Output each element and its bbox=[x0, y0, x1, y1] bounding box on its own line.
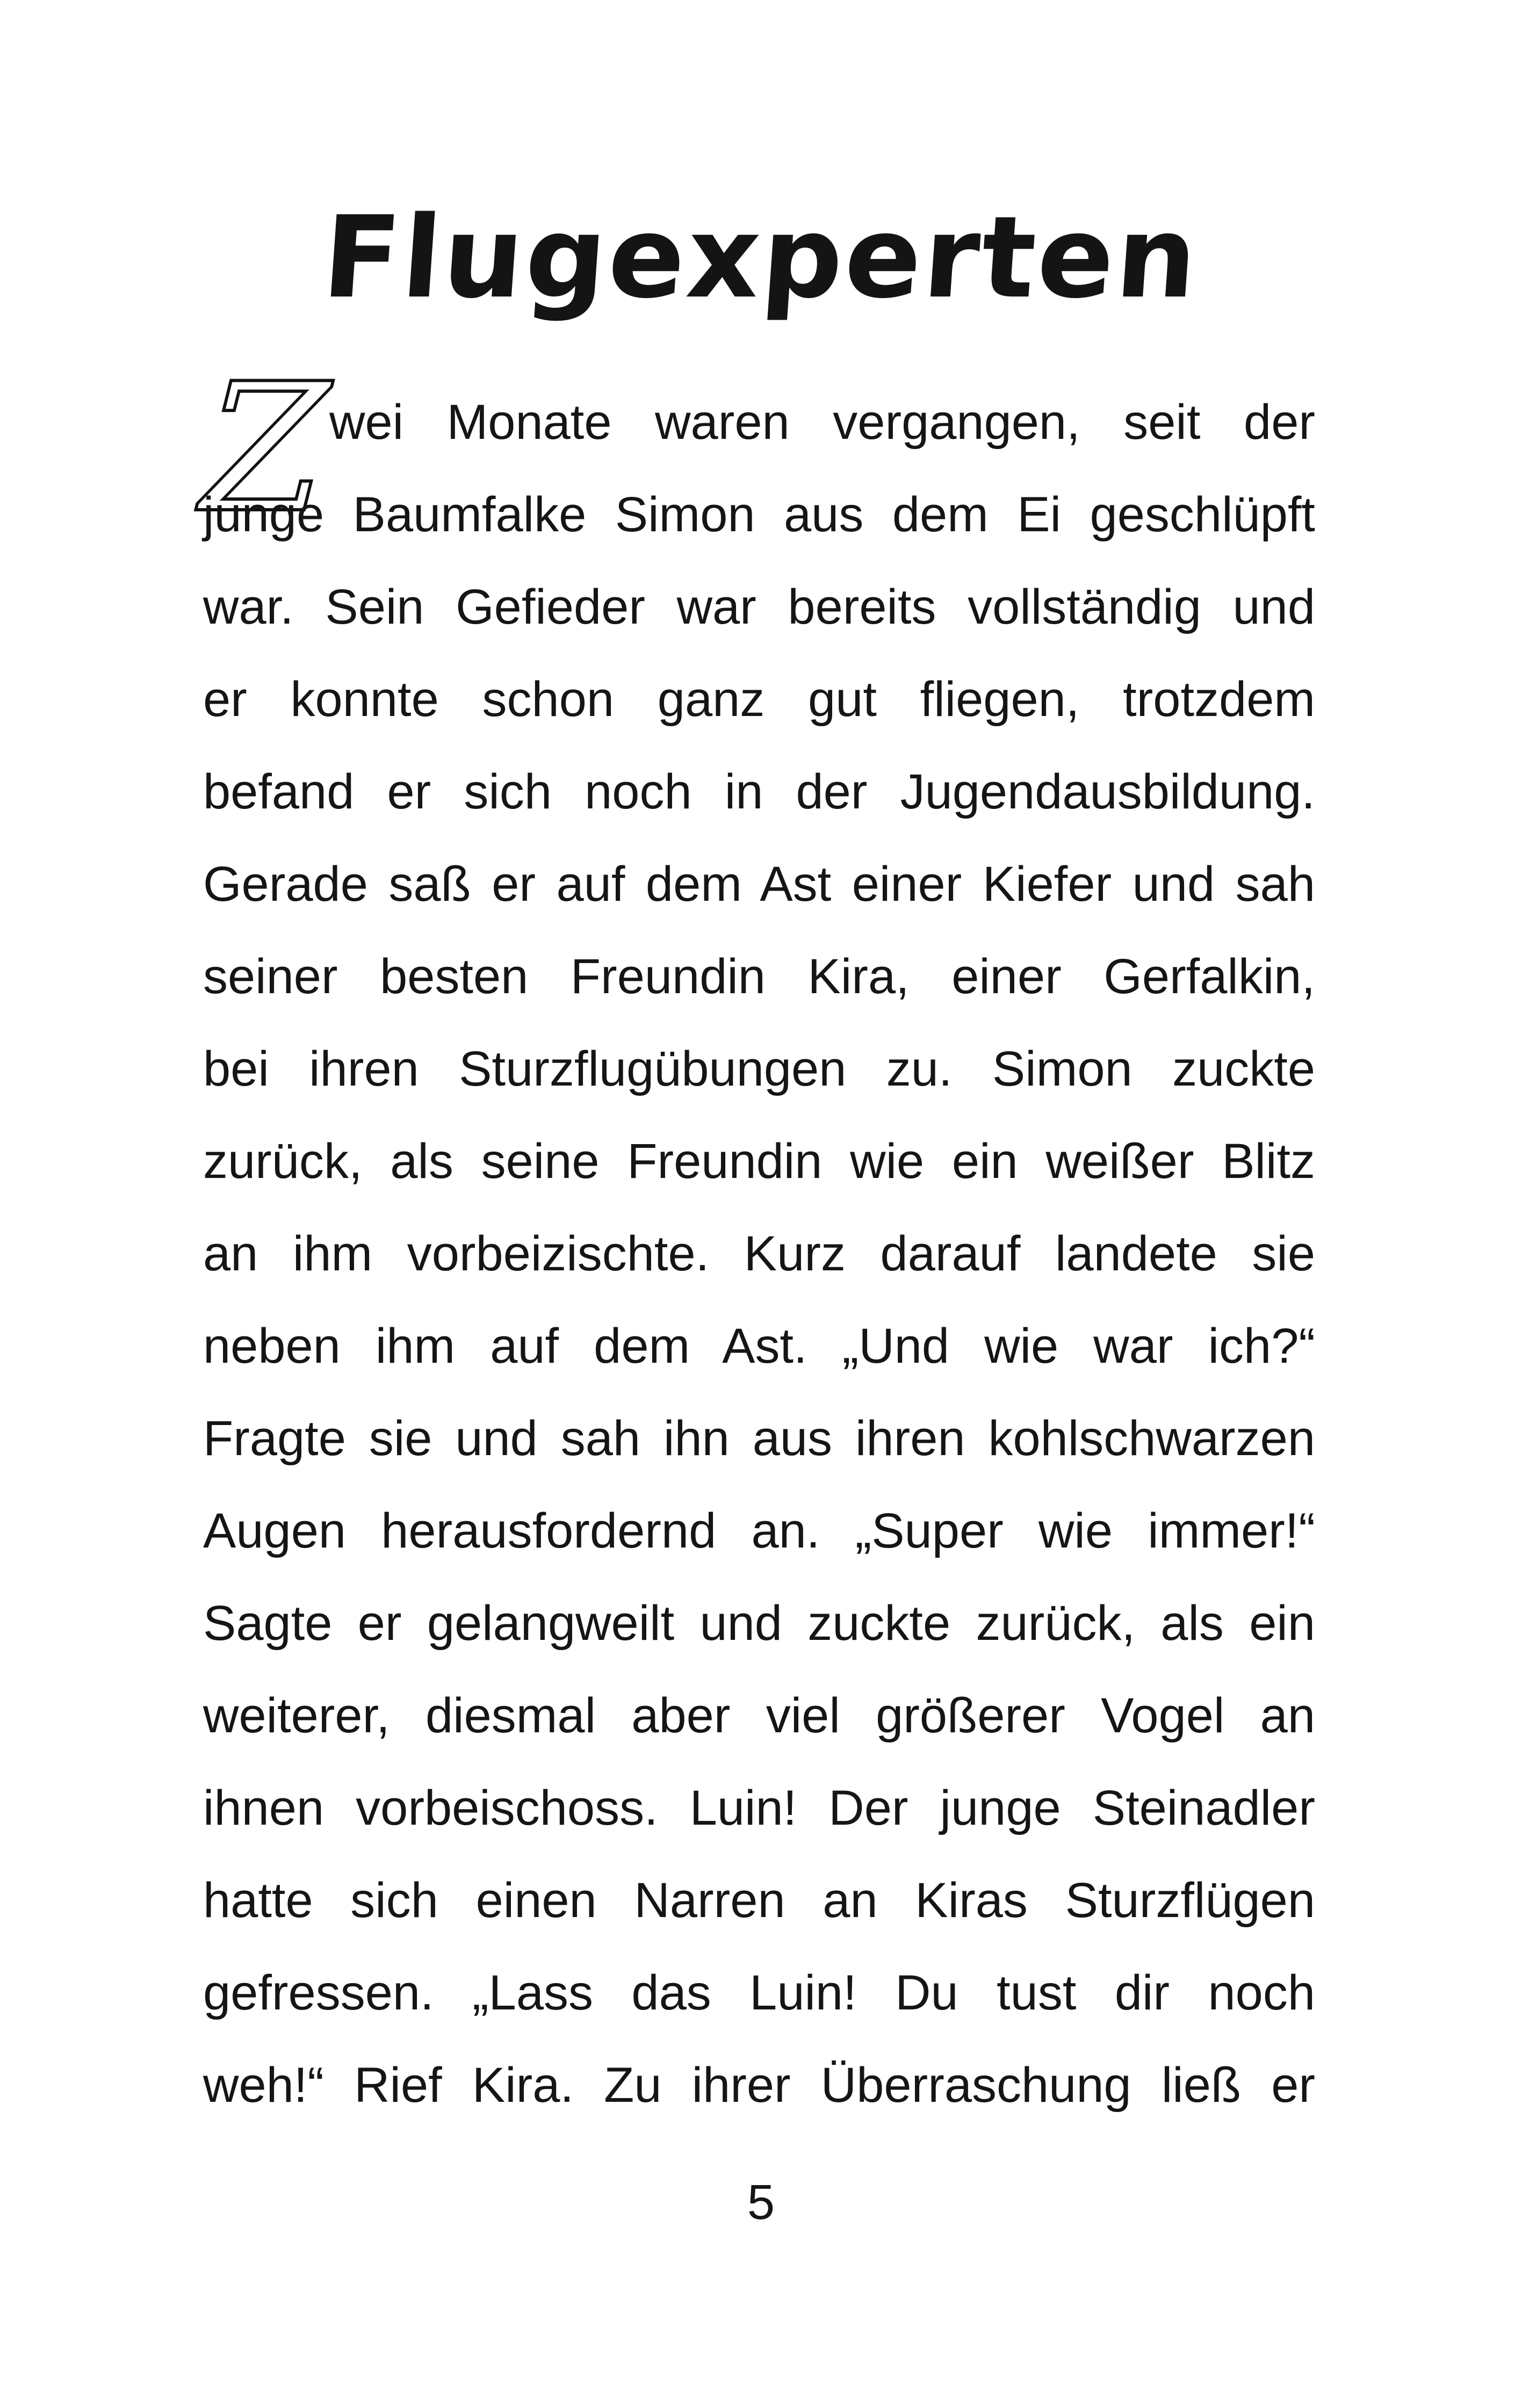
text-line: er konnte schon ganz gut fliegen, trotzdem bbox=[203, 672, 1315, 727]
text-line: Fragte sie und sah ihn aus ihren kohlschwarzen bbox=[203, 1411, 1315, 1466]
text-line: war. Sein Gefieder war bereits vollständig und bbox=[203, 580, 1315, 634]
text-line: seiner besten Freundin Kira, einer Gerfalkin, bbox=[203, 949, 1315, 1004]
text-line: hatte sich einen Narren an Kiras Sturzflügen bbox=[203, 1873, 1315, 1928]
text-line: Gerade saß er auf dem Ast einer Kiefer und sah bbox=[203, 857, 1315, 912]
text-line: neben ihm auf dem Ast. „Und wie war ich?“ bbox=[203, 1319, 1315, 1373]
text-line: Augen herausfordernd an. „Super wie immer!“ bbox=[203, 1503, 1315, 1558]
text-line: gefressen. „Lass das Luin! Du tust dir noch bbox=[203, 1965, 1315, 2020]
drop-cap: Z bbox=[177, 345, 352, 552]
text-line: ihnen vorbeischoss. Luin! Der junge Steinadler bbox=[203, 1781, 1315, 1835]
text-line: weh!“ Rief Kira. Zu ihrer Überraschung ließ er bbox=[203, 2058, 1315, 2113]
text-line: zurück, als seine Freundin wie ein weißer Blitz bbox=[203, 1134, 1315, 1189]
text-line: wei Monate waren vergangen, seit der bbox=[329, 395, 1315, 450]
text-line: weiterer, diesmal aber viel größerer Vogel an bbox=[203, 1688, 1315, 1743]
text-line: befand er sich noch in der Jugendausbildung. bbox=[203, 764, 1315, 819]
page-number: 5 bbox=[747, 2175, 775, 2230]
text-line: bei ihren Sturzflugübungen zu. Simon zuckte bbox=[203, 1042, 1315, 1096]
text-line: Sagte er gelangweilt und zuckte zurück, als ein bbox=[203, 1596, 1315, 1651]
text-line: junge Baumfalke Simon aus dem Ei geschlüpft bbox=[203, 487, 1315, 542]
text-line: an ihm vorbeizischte. Kurz darauf landete sie bbox=[203, 1226, 1315, 1281]
chapter-title: Flugexperten bbox=[319, 192, 1203, 323]
